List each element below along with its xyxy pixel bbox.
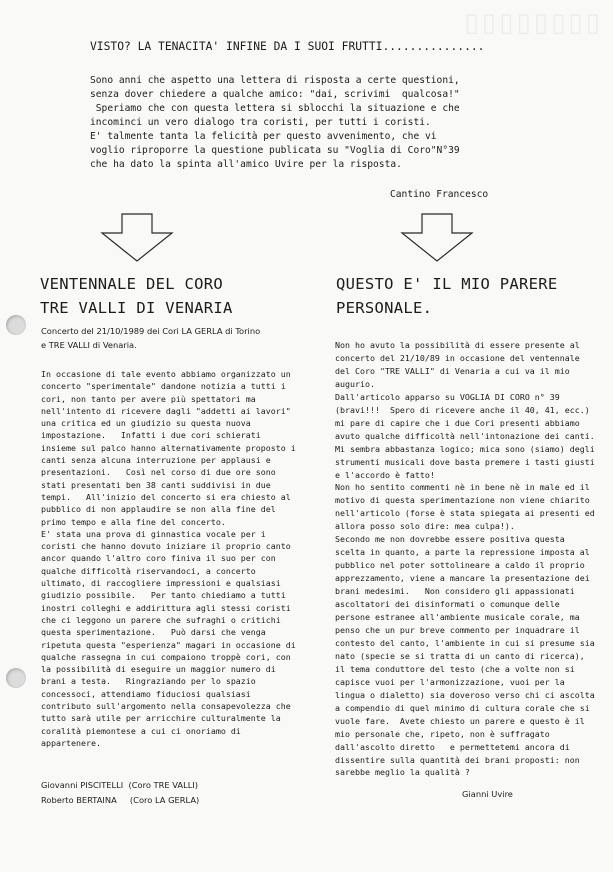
punch-hole-bottom <box>6 668 26 688</box>
intro-paragraph: Sono anni che aspetto una lettera di risposta a certe questioni, senza dover chiedere a qualche amico: "dai, scrivimi qualcosa!" Speriamo che con questa lettera si sblocchi la situazione e che incominci un vero dialogo tra coristi, per tutti i coristi. E' talmente tanta la felicità per questo avvenimento, che vi voglio riproporre la questione publicata su "Voglia di Coro"N°39 che ha dato la spinta all'amico Uvire per la risposta. <box>90 75 460 170</box>
left-article-title <box>40 272 233 320</box>
top-heading: VISTO? LA TENACITA' INFINE DA I SUOI FRUTTI............... <box>90 40 485 53</box>
right-signature: Gianni Uvire <box>462 789 513 799</box>
left-article-body: In occasione di tale evento abbiamo organizzato un concerto "sperimentale" dandone notizia a tutti i cori, non tanto per avere più spettatori ma nell'intento di ricevere dagli "addetti ai lavori" una critica ed un giudizio su questa nuova impostazione. Infatti i due cori schierati insieme sul palco hanno alternativamente proposto i canti senza alcuna interruzione per applausi e presentazioni. Così nel corso di due ore sono stati presentati ben 38 canti suddivisi in due tempi. All'inizio del concerto si era chiesto al pubblico di non applaudire se non alla fine del primo tempo e alla fine del concerto. E' stata una prova di ginnastica vocale per i coristi che hanno dovuto iniziare il proprio canto ancor quando l'altro coro finiva il suo per con qualche difficoltà riservandoci, a concerto ultimato, di raccogliere impressioni e qualsiasi giudizio possibile. Per tanto chiediamo a tutti inostri colleghi e addirittura agli stessi coristi che ci leggono un parere che sufraghi o critichi questa sperimentazione. Può darsi che venga ripetuta questa "esperienza" magari in occasione di qualche rassegna in cui compaiono troppè cori, con la possibilità di eseguire un maggior numero di brani a testa. Ringraziando per lo spazio concessoci, attendiamo fiduciosi qualsiasi contributo sull'argomento nella consapevolezza che tutto sarà utile per arricchire culturalmente la coralità piemontese a cui ci onoriamo di appartenere. <box>41 369 296 748</box>
right-title-line1: QUESTO E' IL MIO PARERE <box>336 275 558 293</box>
left-article-lead: Concerto del 21/10/1989 dei Cori LA GERLA di Torino e TRE VALLI di Venaria. <box>41 326 261 350</box>
left-signature-line2: Roberto BERTAINA (Coro LA GERLA) <box>41 795 200 805</box>
left-title-line1: VENTENNALE DEL CORO <box>40 275 224 293</box>
right-title-line2: PERSONALE. <box>336 299 433 317</box>
left-signature-line1: Giovanni PISCITELLI (Coro TRE VALLI) <box>41 780 199 790</box>
intro-signature: Cantino Francesco <box>390 189 489 200</box>
right-article-body: Non ho avuto la possibilità di essere presente al concerto del 21/10/89 in occasione del ventennale del Coro "TRE VALLI" di Venaria a cui va il mio augurio. Dall'articolo apparso su VOGLIA DI CORO n° 39 (bravi!!! Spero di ricevere anche il 40, 41, ecc.) mi pare di capire che i due Cori presenti abbiamo avuto qualche difficoltà nell'intonazione dei canti. Mi sembra abbastanza logico; mica sono (siamo) degli strumenti musicali dove basta premere i tasti giusti e l'accordo è fatto! Non ho sentito commenti nè in bene nè in male ed il motivo di questa sperimentazione non viene chiarito nell'articolo (forse è stata spiegata ai presenti ed allora posso solo dire: mea culpa!). Secondo me non dovrebbe essere positiva questa scelta in quanto, a parte la repressione imposta al pubblico nel poter sottolineare a caldo il proprio apprezzamento, viene a mancare la presentazione dei brani medesimi. Non considero gli appassionati ascoltatori dei disinformati o comunque delle persone estranee all'ambiente musicale corale, ma penso che un pur breve commento per inquadrare il contesto del canto, l'ambiente in cui si presume sia nato (specie se si tratta di un canto di ricerca), il tema conduttore del testo (che a volte non si capisce vuoi per l'armonizzazione, vuoi per la lingua o dialetto) sia doveroso verso chi ci ascolta a compendio di quel minimo di cultura corale che si vuole fare. Avete chiesto un parere e questo è il mio personale che, ripeto, non è suffragato dall'ascolto diretto e permettetemi ancora di dissentire sulla quantità dei brani proposti: non sarebbe meglio la qualità ? <box>335 340 595 778</box>
punch-hole-top <box>6 315 26 335</box>
bleed-through-watermark: ▯▯▯▯▯▯▯▯ <box>464 8 603 38</box>
left-title-line2: TRE VALLI DI VENARIA <box>40 299 233 317</box>
down-arrow-left-icon <box>100 213 174 263</box>
down-arrow-right-icon <box>400 213 474 263</box>
right-article-title <box>336 272 558 320</box>
